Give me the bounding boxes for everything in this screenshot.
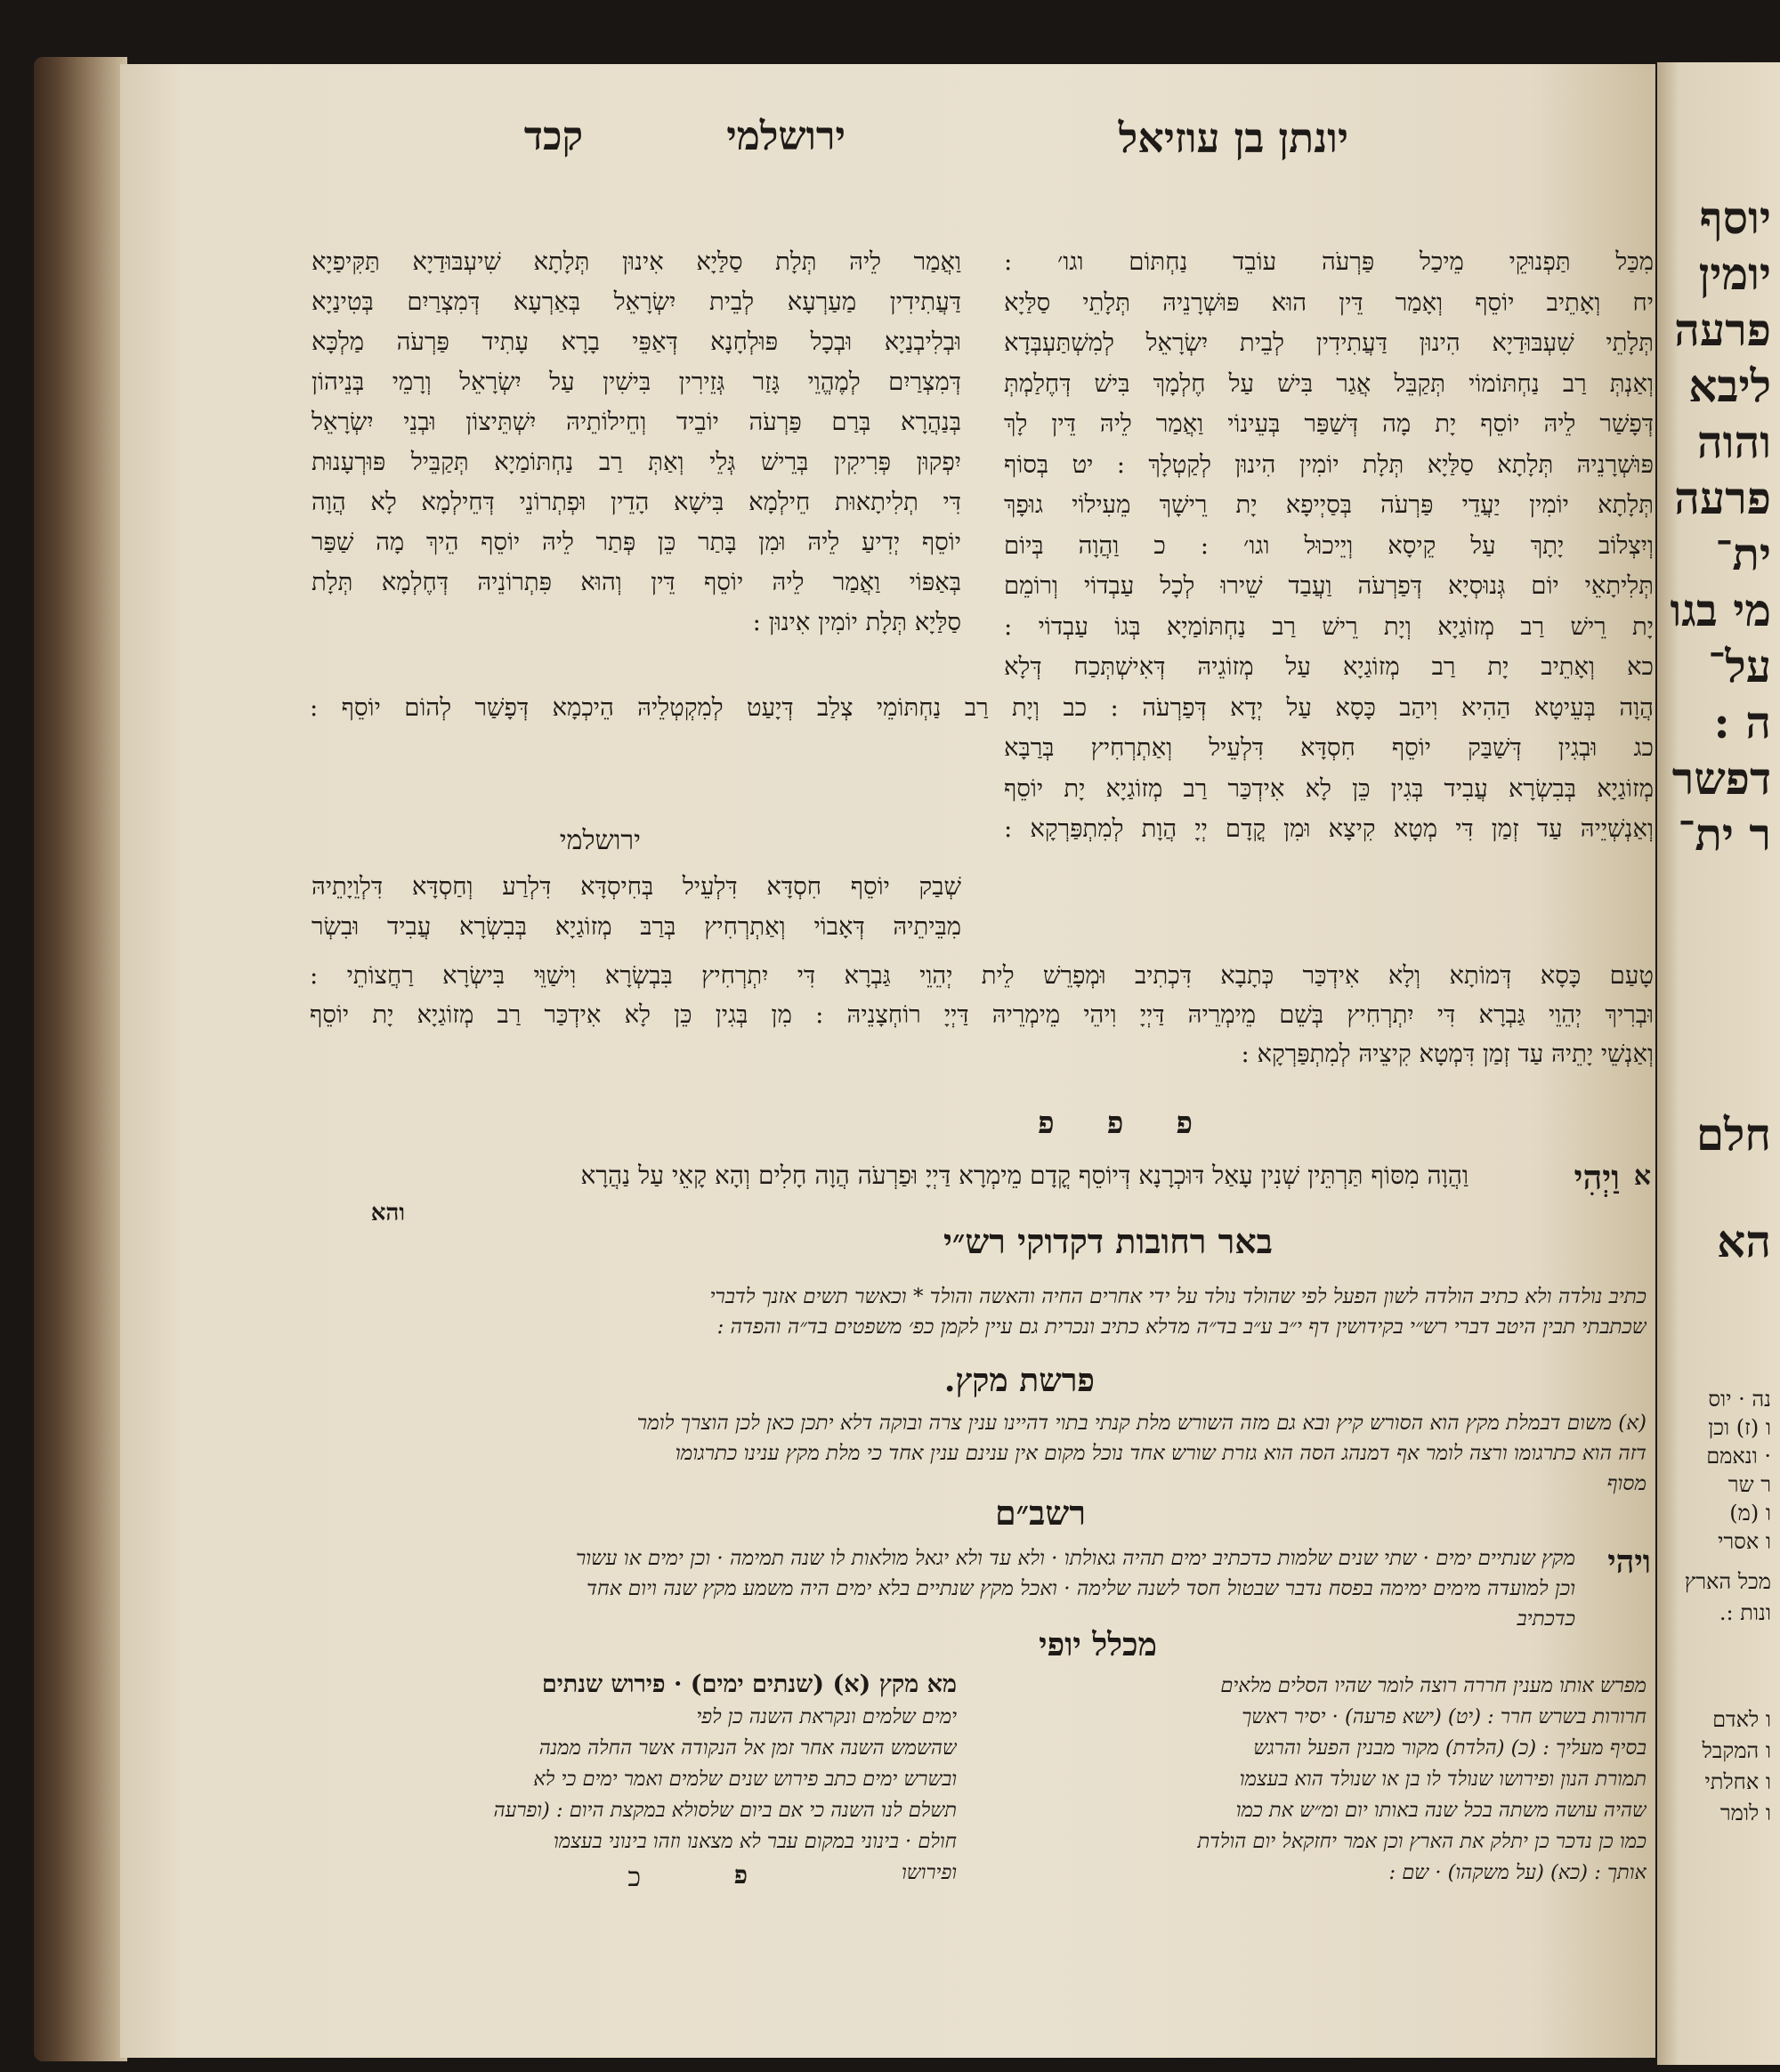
yerushalmi-line: דְּמִצְרַיִם לְמֶהֱוֵי גָּזַר גְּזֵירִין בִּישִׁין עַל יִשְׂרָאֵל וְרָמֵי בְּנֵיהוֹן bbox=[312, 368, 961, 396]
commentary-line: כדכתיב bbox=[1517, 1607, 1575, 1631]
footer-peh: פ bbox=[733, 1860, 748, 1890]
targum-line: טָעַם כָּסָא דְּמוֹתָא וְלָא אִידְכַּר כְּתָבָא דִּכְתִיב וּמְפָרֵשׁ לֵית יְהֵוֵי גַּבְרָא דִּי יִתְרְחִיץ בִּבְשְׂרָא וִישַׁוֵּי בִּישְׂרָא רַחֲצוֹתֵי : bbox=[310, 961, 1654, 990]
commentary-line: כמו כן נדכר כן יתלק את הארץ וכן אמר יחזקאל יום הולדת bbox=[1197, 1830, 1646, 1853]
commentary-line: חולם · בינוני במקום עבר לא מצאנו וזהו בינוני בעצמו bbox=[553, 1830, 957, 1853]
targum-line: תְּלָתֵי שִׁעְבּוּדַיָא הִינוּן דַּעֲתִידִין לְבֵית יִשְׂרָאֵל לְמִשְׁתַּעְבְּדָא bbox=[1004, 328, 1654, 357]
beer-rechovot-heading: באר רחובות דקדוקי רש״י bbox=[943, 1221, 1273, 1261]
yerushalmi-line: יוֹסֵף יְדִיעַ לֵיהּ וּמִן בָּתַר כֵּן פְּתַר לֵיהּ יוֹסֵף הֵיךְ מָה שַׁפַּר bbox=[312, 528, 961, 556]
commentary-line: מקץ שנתיים ימים · שתי שנים שלמות כדכתיב ימים תהיה גאולתו · ולא עד ולא יגאל מולאות לו שנה תמימה · וכן ימים או עשור bbox=[575, 1547, 1575, 1570]
targum-line: וְאַנְשְׁיֵיהּ עַד זְמַן דִּי מְטָא קִיצָא וּמִן קֳדָם יְיָ הֲוָת לְמִתְפַּרְקָא : bbox=[1004, 814, 1654, 843]
yerushalmi-line: וּבְלִיבְנַיָא וּבְכָל פּוּלְחָנָא דְּאַפֵּי בָרָא עָתִיד פַּרְעֹה מַלְכָּא bbox=[312, 328, 961, 356]
yerushalmi-line: שְׁבַק יוֹסֵף חִסְדָּא דִּלְעֵיל בְּחִיסְדָּא דִּלְרַע וְחַסְדָּא דִּלְוֵיָתֵיהּ bbox=[312, 872, 961, 901]
parasha-heading: פרשת מקץ. bbox=[943, 1362, 1095, 1399]
commentary-line: ופירושו bbox=[902, 1861, 957, 1884]
commentary-line: דזה הוא כתרגומו ורצה לומר אף דמנהג הסה הוא גזרת שורש אחד נוכל מקום אין ענינם ענין אחד כי מלת מקץ ענינו כתרגומו bbox=[675, 1442, 1646, 1465]
michlal-yofi-right-column bbox=[992, 1671, 1646, 1889]
commentary-line: כתיב נולדה ולא כתיב הולדה לשון הפעל לפי שהולד נולד על ידי אחרים החיה והאשה והולד * וכאשר תשים אזנך לדברי bbox=[709, 1285, 1646, 1308]
next-page-fragment: · ונאמם bbox=[1706, 1444, 1771, 1469]
commentary-line: שהיה עושה משתה בכל שנה באותו יום ומ״ש את כמו bbox=[1235, 1799, 1646, 1822]
targum-line: הֲוָה בְּעֵיטָא הַהִיא וִיהַב כָּסָא עַל יְדָא דְּפַרְעֹה : כב וְיָת רַב נַחְתּוֹמֵי צְלַב דְּיָעַט לְמִקְטְלֵיהּ הֵיכְמָא דְּפָשַׁר לְהוֹם יוֹסֵף : bbox=[310, 692, 1654, 722]
next-page-fragment: יוסף bbox=[1699, 191, 1771, 244]
next-page-fragment: מי בגו bbox=[1670, 584, 1771, 636]
next-page-fragment: חלם bbox=[1695, 1108, 1771, 1161]
targum-line: כג וּבְגִין דְּשַׁבַּק יוֹסֵף חִסְדָּא דִּלְעֵיל וְאַתְרְחִיץ בְּרַבָּא bbox=[1004, 733, 1654, 762]
targum-line: וּבְרִיךְ יְהֵוֵי גַּבְרָא דִּי יִתְרְחִיץ בְּשֵׁם מֵימְרֵיהּ דַּיְיָ וִיהֵי מֵימְרֵיהּ דַּיְיָ רוֹחְצָנֵיהּ : מִן בְּגִין כֵּן לָא אִידְכַּר רַב מְזוֹגַיָא יָת יוֹסֵף bbox=[310, 1000, 1654, 1029]
next-page-fragment: והוה bbox=[1696, 416, 1771, 468]
targum-line: תְּלָתָא יוֹמִין יַעֲדֵי פַּרְעֹה בְּסַיְיפָא יָת רֵישָׁךְ מֵעִילוֹי גוּפָךְ bbox=[1004, 490, 1654, 519]
full-width-targum-lines bbox=[310, 956, 1654, 1073]
targum-line: וְאַנְתְּ רַב נַחְתּוֹמוֹי תְּקַבֵּל אֲגַר בִּישׁ עַל חֶלְמָךְ בִּישׁ דְּחֶלַמְתְּ bbox=[1004, 368, 1654, 398]
targum-line: יח וְאָתֵיב יוֹסֵף וְאָמַר דֵּין הוּא פּוּשְׁרָנֵיהּ תְּלָתֵי סַלַּיָא bbox=[1004, 287, 1654, 317]
yerushalmi-line: יִפְקוּן פְּרִיקִין בְּרֵישׁ גְּלֵי וְאַתְּ רַב נַחְתּוֹמַיָא תְּקַבֵּיל פּוּרְעָנוּת bbox=[312, 448, 961, 476]
signature-mark: כ bbox=[627, 1862, 641, 1893]
targum-line: וְיִצְלוֹב יָתָךְ עַל קֵיסָא וְיֵיכוּל וגו׳ : כ וַהֲוָה בְּיוֹם bbox=[1004, 530, 1654, 560]
commentary-line: שכתבתי תבין היטב דברי רש״י בקידושין דף י״ב ע״ב בד״ה מדלא כתיב ונכרית גם עיין לקמן כפ׳ משפטים בד״ה והפדה : bbox=[716, 1315, 1646, 1339]
commentary-line: ובשרש ימים כתב פירוש שנים שלמים ואמר ימים כי לא bbox=[533, 1768, 957, 1791]
rashbam-heading: רשב״ם bbox=[994, 1493, 1086, 1533]
next-page-fragment: פרעה bbox=[1674, 472, 1771, 524]
commentary-line: תשלם לנו השנה כי אם ביום שלסולא במקצת היום : (ופרעה bbox=[493, 1799, 957, 1822]
next-page-fragment: מכל הארץ bbox=[1684, 1569, 1771, 1594]
next-page-edge bbox=[1657, 62, 1780, 2065]
catchword: והא bbox=[370, 1200, 405, 1226]
yerushalmi-line: מִבֵּיתֵיהּ דְּאָבוֹי וְאַתְרְחִיץ בְּרַבּ מְזוֹגַיָא בְּבִשְׂרָא עֲבִיד וּבִשְׂר bbox=[312, 912, 961, 941]
commentary-line: אותך : (כא) (על משקהו) · שם : bbox=[1388, 1861, 1646, 1884]
next-page-fragment: ו אסרי bbox=[1718, 1529, 1771, 1554]
commentary-line: (א) משום דבמלת מקץ הוא הסורש קיץ ובא גם מזה השורש מלת קנתי בתוי דהיינו ענין צרה ובוקה דלא יתכן כאן לכן הוצרך לומר bbox=[636, 1412, 1646, 1435]
commentary-line: ימים שלמים ונקראת השנה כן לפי bbox=[696, 1705, 957, 1728]
commentary-line: מסוף bbox=[1606, 1472, 1646, 1495]
running-title-yerushalmi: ירושלמי bbox=[726, 114, 846, 159]
yerushalmi-mid-label: ירושלמי bbox=[559, 825, 641, 856]
chapter-opening-line: וַהֲוָה מִסּוֹף תַּרְתֵּין שְׁנִין עָאַל דּוּכְרָנָא דְּיוֹסֵף קֳדָם מֵימְרָא דַּיְיָ וּפַרְעֹה הֲוָה חָלִים וְהָא קָאֵי עַל נַהֲרָא bbox=[580, 1161, 1468, 1190]
next-page-fragment: ה : bbox=[1713, 696, 1771, 749]
next-page-fragment: ו (מ) bbox=[1729, 1501, 1771, 1526]
next-page-fragment: ו לומר bbox=[1719, 1801, 1771, 1825]
targum-line: מִכַּל תַּפְנוּקֵי מֵיכַל פַּרְעֹה עוֹבֵד נַחְתּוֹם וגו׳ : bbox=[1004, 247, 1654, 276]
next-page-fragment: דפשר bbox=[1671, 752, 1771, 805]
yerushalmi-line: בְּאַפּוֹי וַאֲמַר לֵיהּ יוֹסֵף דֵּין וְהוּא פִּתְרוֹנֵיהּ דְּחֶלְמָא תְּלָת bbox=[312, 568, 961, 596]
yerushalmi-column bbox=[312, 242, 961, 643]
commentary-line: חרורות בשרש חרר : (יט) (ישא פרעה) · יסיר ראשך bbox=[1242, 1705, 1646, 1728]
next-page-fragment: פרעה bbox=[1674, 304, 1771, 356]
commentary-line: תמורת הנון ופירושו שנולד לו בן או שנולד הוא בעצמו bbox=[1239, 1768, 1646, 1791]
targum-line: יָת רֵישׁ רַב מְזוֹגַיָא וְיָת רֵישׁ רַב נַחְתּוֹמַיָא בְּגוֹ עַבְדוֹי : bbox=[1004, 611, 1654, 641]
michlal-yofi-heading: מכלל יופי bbox=[1039, 1626, 1157, 1663]
running-title-jonathan: יונתן בן עוזיאל bbox=[1118, 114, 1348, 162]
targum-line: פּוּשְׁרָנֵיהּ תְּלָתָא סַלַּיָא תְּלָת יוֹמִין הִינוּן לְקַטְלָךְ : יט בְּסוֹף bbox=[1004, 449, 1654, 479]
next-page-fragment: ליבא bbox=[1688, 360, 1771, 412]
beer-rechovot-text bbox=[312, 1282, 1646, 1342]
next-page-fragment: על־ bbox=[1708, 640, 1771, 692]
next-page-fragment: יומין bbox=[1698, 247, 1771, 300]
page-number: קכד bbox=[523, 114, 583, 159]
targum-line: מְזוֹגַיָא בְּבִשְׂרָא עֲבִיד בְּגִין כֵּן לָא אִידְכַּר רַב מְזוֹגַיָא יָת יוֹסֵף bbox=[1004, 773, 1654, 803]
verse-number-alef: א bbox=[1633, 1161, 1651, 1192]
yerushalmi-line: בְּנַהֲרָא בְּרַם פַּרְעֹה יוֹבֵיד וְחֵילוֹתֵיהּ יִשְׁתֵּיצוֹן וּבְנֵי יִשְׂרָאֵל bbox=[312, 408, 961, 436]
next-page-fragment: הא bbox=[1717, 1215, 1771, 1267]
yerushalmi-mid-column bbox=[312, 867, 961, 947]
rashbam-commentary bbox=[312, 1543, 1575, 1634]
commentary-line: וכן למועדה מימים ימימה בפסח נדבר שבטול חסד לשנה שלימה · ואכל מקץ שנתיים בלא ימים היה משמע מקץ שנה ויום אחד bbox=[587, 1577, 1575, 1600]
yerushalmi-line: וַאֲמַר לֵיהּ תְּלָת סַלַּיָא אִינוּן תְּלָתָא שִׁיעְבּוּדַיָא תַּקִּיפַיָא bbox=[312, 247, 961, 276]
next-page-fragment: ו (ז) וכן bbox=[1708, 1415, 1771, 1440]
yerushalmi-line: דַּעֲתִידִין מַעַרְעָא לְבֵית יִשְׂרָאֵל בְּאַרְעָא דְּמִצְרַיִם בְּטִינַיָא bbox=[312, 287, 961, 316]
commentary-line: בסיף מעליך : (כ) (הלדת) מקור מבנין הפעל והרגש bbox=[1253, 1736, 1646, 1760]
book-page bbox=[120, 64, 1655, 2058]
commentary-line: מפרש אותו מענין חררה רוצה לומר שהיו הסלים מלאים bbox=[1220, 1674, 1646, 1697]
next-page-fragment: ונות :. bbox=[1719, 1600, 1771, 1625]
rashbam-lead-word: ויהי bbox=[1607, 1543, 1651, 1581]
next-page-fragment: נה · יוס bbox=[1708, 1387, 1771, 1412]
book-spine bbox=[34, 57, 127, 2061]
next-page-fragment: ו אחלתי bbox=[1704, 1769, 1771, 1794]
yerushalmi-line: סַלַּיָא תְּלָת יוֹמִין אִינוּן : bbox=[752, 608, 961, 636]
next-page-fragment: ו המקבל bbox=[1702, 1738, 1771, 1763]
michlal-yofi-left-column bbox=[312, 1702, 957, 1889]
next-page-fragment: ר שר bbox=[1727, 1472, 1771, 1497]
peh-section-marks: פ פ פ bbox=[1038, 1105, 1193, 1141]
parasha-commentary bbox=[312, 1408, 1646, 1499]
next-page-fragment: ו לאדם bbox=[1712, 1707, 1771, 1732]
chapter-lead-word: וַיְהִי bbox=[1574, 1157, 1620, 1197]
targum-line: וְאַנְשֵׁי יָתֵיהּ עַד זְמַן דִּמְטָא קִיצֵיהּ לְמִתְפַּרְקָא : bbox=[1241, 1040, 1654, 1068]
yerushalmi-line: דִּי תְלִיתָאוּת חֵילְמָא בִּישָׁא הָדֵין וּפְתְרוֹנֵי דְּחֵילְמָא לָא הֲוָה bbox=[312, 488, 961, 516]
targum-line: תְּלִיתָאֵי יוֹם גְּנוּסְיָא דְּפַרְעֹה וַעֲבַד שֵׁירוּ לְכָל עַבְדוֹי וְרוֹמֵם bbox=[1004, 571, 1654, 600]
targum-line: דְּפָשַׁר לֵיהּ יוֹסֵף יָת מָה דְּשַׁפַּר בְּעֵינוֹי וַאֲמַר לֵיהּ דֵּין לָךְ bbox=[1004, 409, 1654, 438]
targum-line: כא וְאָתֵיב יָת רַב מְזוֹגַיָא עַל מְזוֹגֵיהּ דְּאִישְׁתְּכַח דְּלָא bbox=[1004, 652, 1654, 681]
commentary-line: שהשמש השנה אחר זמן אל הנקודה אשר החלה ממנה bbox=[538, 1736, 957, 1760]
michlal-yofi-left-lead: מא מקץ (א) (שנתים ימים) · פירוש שנתים bbox=[541, 1671, 957, 1698]
next-page-fragment: ר ית־ bbox=[1678, 808, 1771, 861]
next-page-fragment: ית־ bbox=[1715, 528, 1771, 580]
